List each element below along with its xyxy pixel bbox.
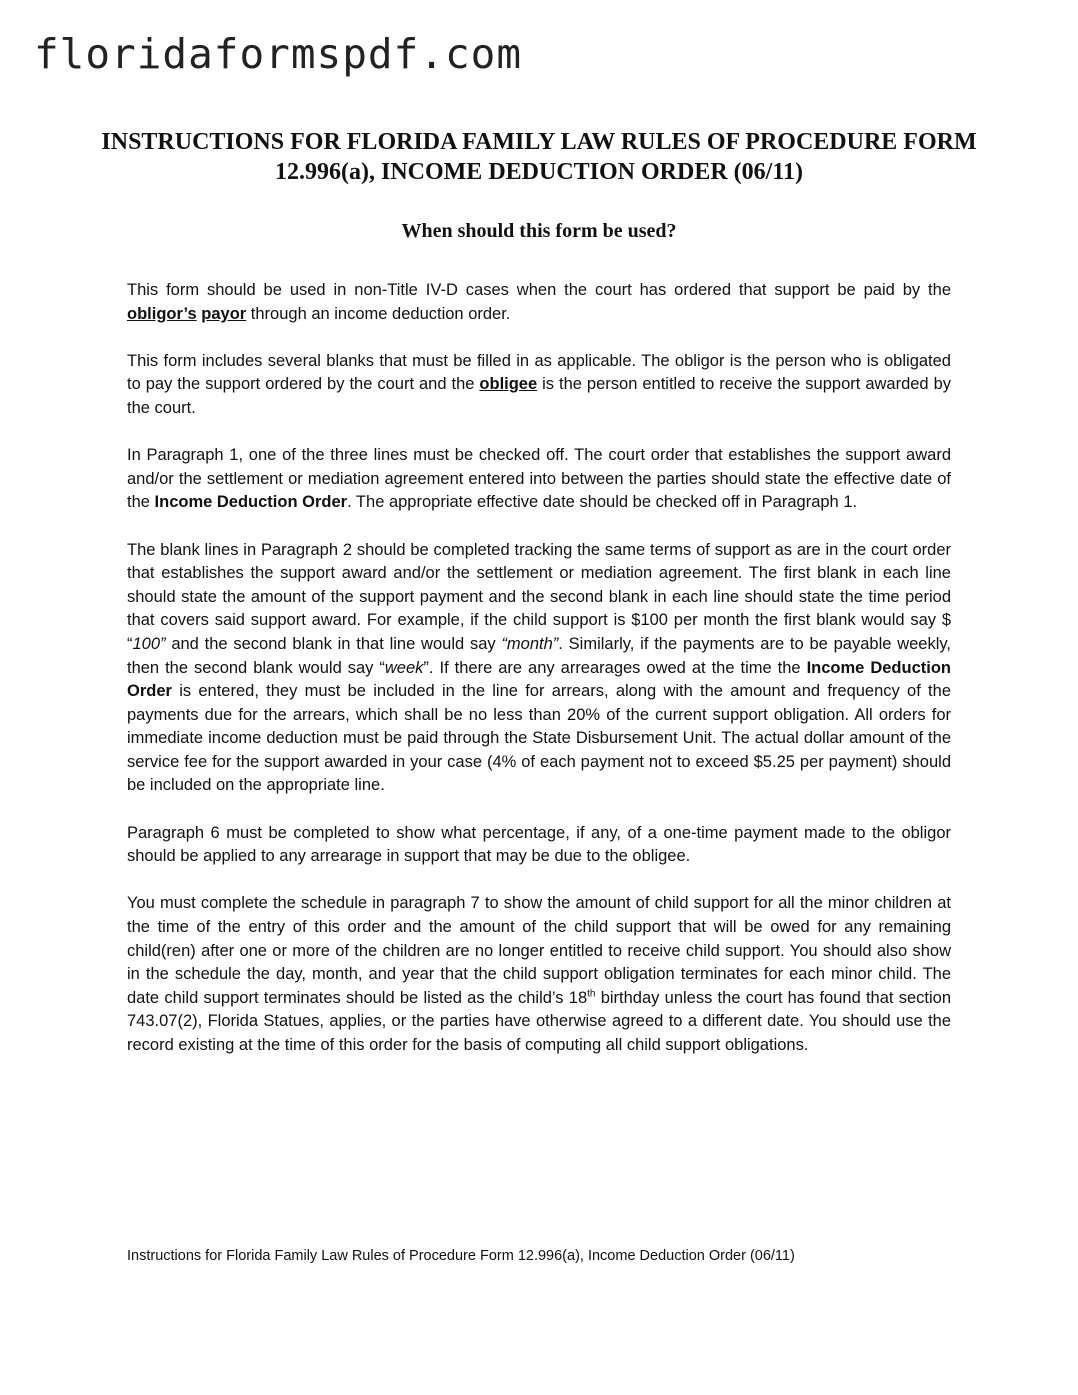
term-obligors: obligor’s: [127, 304, 197, 323]
ordinal-suffix: th: [587, 988, 596, 1000]
text-run: through an income deduction order.: [246, 304, 511, 323]
text-run: In Paragraph 1, one of the three lines must be checked off. The court order that establishes the support award and/or the settlement or mediation agreement entered into between the parties should state the effective date of the: [127, 446, 951, 512]
text-run: This form should be used in non-Title IV-D cases when the court has ordered that support be paid by the: [127, 281, 951, 299]
term-obligee: obligee: [479, 375, 538, 394]
title-line-1: INSTRUCTIONS FOR FLORIDA FAMILY LAW RULES OF PROCEDURE FORM: [101, 129, 977, 155]
title-line-2: 12.996(a), INCOME DEDUCTION ORDER (06/11): [275, 159, 803, 185]
text-run: This form includes several blanks that must be filled in as applicable. The obligor is the person who is obligated to pay the support ordered by the court and the: [127, 351, 951, 394]
page-title: [100, 127, 978, 187]
paragraph-7-instructions: [127, 892, 951, 1057]
section-heading: When should this form be used?: [401, 220, 677, 242]
term-payor: payor: [201, 304, 247, 323]
text-run: and the second blank in that line would say: [165, 634, 502, 653]
page-footer: Instructions for Florida Family Law Rules of Procedure Form 12.996(a), Income Deduction Order (06/11): [127, 1248, 795, 1264]
paragraph-1-instructions: [127, 444, 951, 515]
text-run: ”. If there are any arrearages owed at the time the: [423, 658, 807, 677]
example-week: week: [384, 658, 424, 677]
text-run: is the person entitled to receive the support awarded by the court.: [127, 375, 952, 417]
term-income-deduction-order: Income Deduction Order: [154, 493, 348, 512]
text-run: . Similarly, if the payments are to be payable weekly, then the second blank would say “: [127, 634, 952, 677]
example-month: “month”: [501, 634, 559, 653]
paragraph-definitions: [127, 350, 951, 421]
text-run: The blank lines in Paragraph 2 should be completed tracking the same terms of support as are in the court order that establishes the support award and/or the settlement or mediation agreement. The first blank in each line should state the amount of the support payment and the second blank in each line should state the time period that covers said support award. For example, if the child support is $100 per month the first blank would say $ “: [127, 540, 951, 653]
paragraph-6-instructions: Paragraph 6 must be completed to show what percentage, if any, of a one-time payment made to the obligor should be applied to any arrearage in support that may be due to the obligee.: [127, 823, 951, 866]
site-watermark: floridaformspdf.com: [34, 30, 522, 78]
paragraph-2-instructions: [127, 539, 951, 799]
text-run: is entered, they must be included in the line for arrears, along with the amount and frequency of the payments due for the arrears, which shall be no less than 20% of the current support obligation. All orders for immediate income deduction must be paid through the State Disbursement Unit. The actual dollar amount of the service fee for the support awarded in your case (4% of each payment not to exceed $5.25 per payment) should be included on the appropriate line.: [127, 682, 951, 795]
paragraph-usage: [127, 279, 951, 326]
instructions-body: [127, 279, 951, 1081]
text-run: You must complete the schedule in paragraph 7 to show the amount of child support for all the minor children at the time of the entry of this order and the amount of the child support that will be owed for any remaining child(ren) after one or more of the children are no longer entitled to receive child support. You should also show in the schedule the day, month, and year that the child support obligation terminates for each minor child. The date child support terminates should be listed as the child’s 18: [127, 894, 951, 1007]
text-run: birthday unless the court has found that section 743.07(2), Florida Statues, applies, or the parties have otherwise agreed to a different date. You should use the record existing at the time of this order for the basis of computing all child support obligations.: [127, 988, 951, 1054]
text-run: . The appropriate effective date should be checked off in Paragraph 1.: [347, 493, 858, 512]
term-income-deduction-order: Income Deduction Order: [127, 658, 952, 701]
example-amount: 100”: [132, 634, 166, 653]
